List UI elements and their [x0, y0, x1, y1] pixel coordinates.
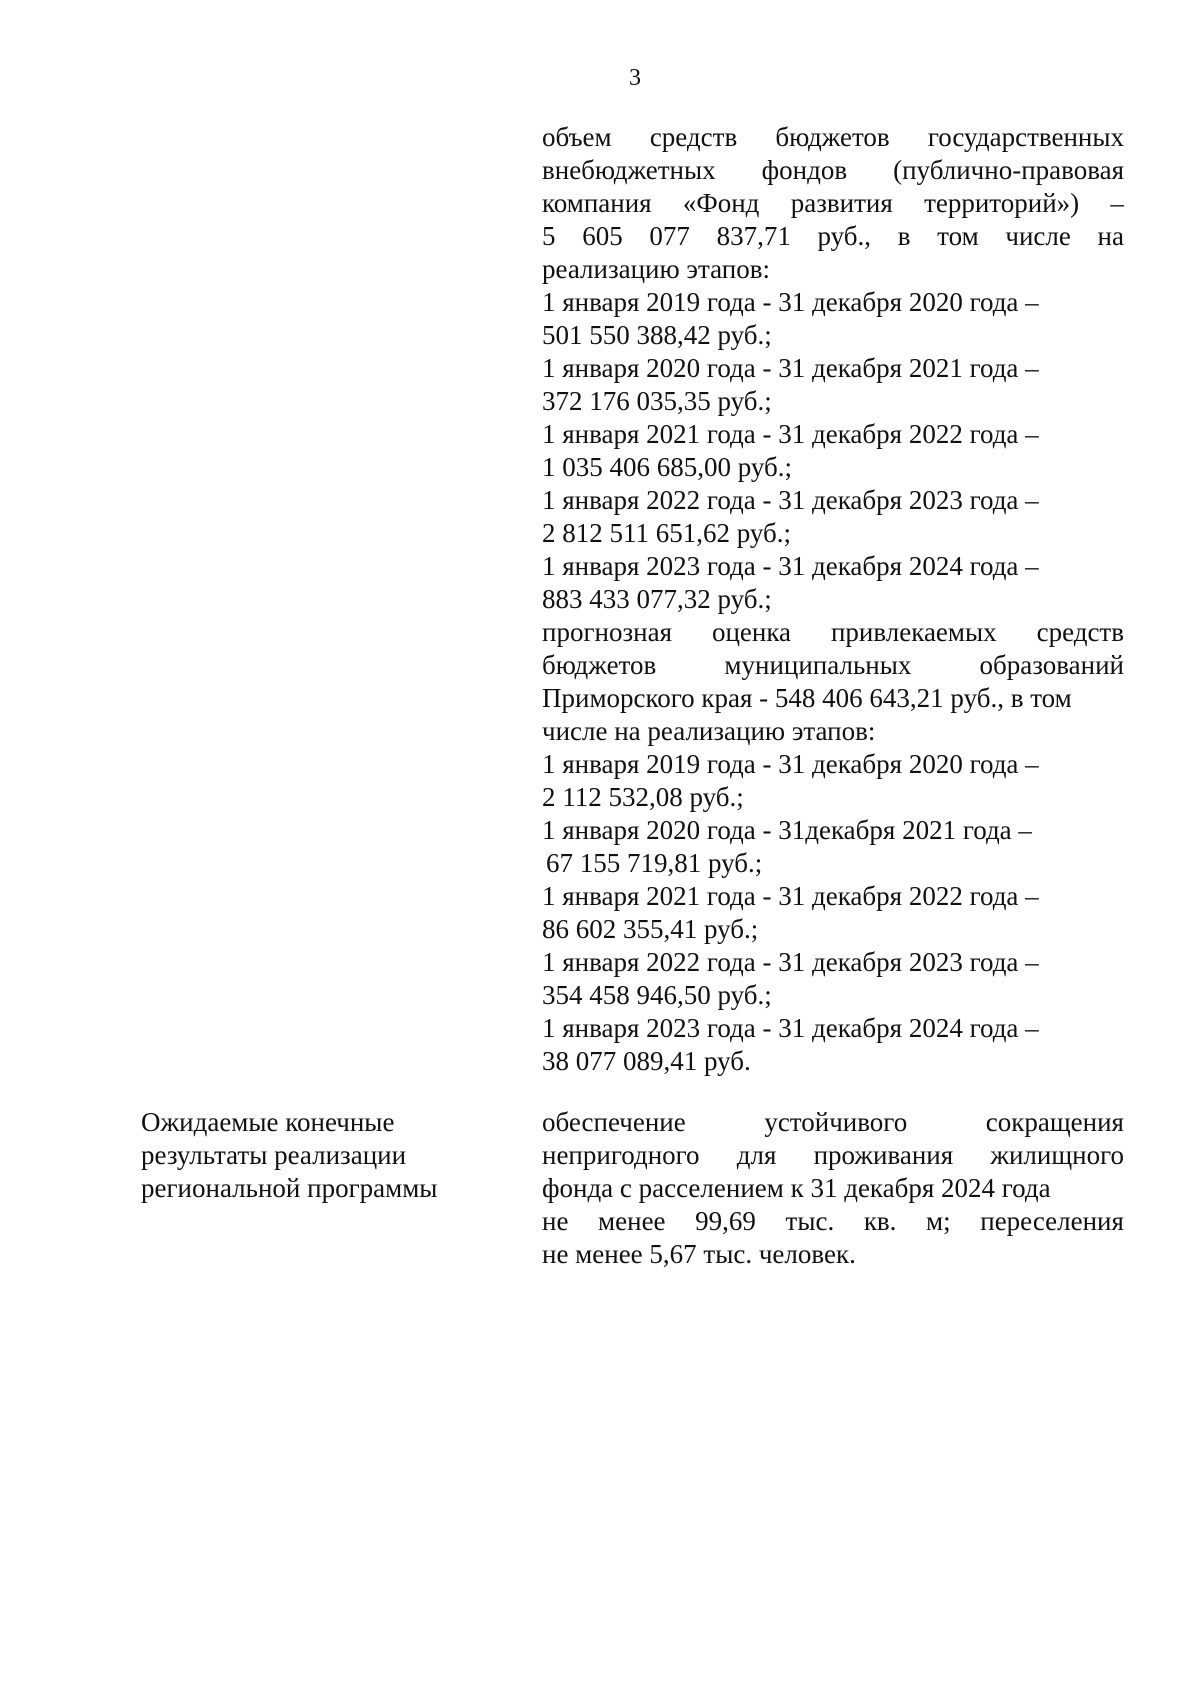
funding-line-22: 1 января 2020 года - 31декабря 2021 года –	[542, 815, 1032, 845]
funding-line-5: реализацию этапов:	[542, 254, 770, 284]
results-text-line-2: непригодного для проживания жилищного	[542, 1140, 1124, 1170]
results-label-line-3: региональной программы	[141, 1173, 438, 1203]
funding-line-15: 883 433 077,32 руб.;	[542, 584, 772, 614]
funding-line-26: 1 января 2022 года - 31 декабря 2023 года –	[542, 947, 1039, 977]
funding-line-19: числе на реализацию этапов:	[542, 716, 876, 746]
funding-line-6: 1 января 2019 года - 31 декабря 2020 года –	[542, 287, 1039, 317]
results-label-line-2: результаты реализации	[141, 1140, 407, 1170]
funding-line-18: Приморского края - 548 406 643,21 руб., в том	[542, 683, 1072, 713]
funding-line-8: 1 января 2020 года - 31 декабря 2021 года –	[542, 353, 1039, 383]
results-label	[141, 1106, 501, 1205]
funding-block	[542, 121, 1124, 1078]
funding-line-9: 372 176 035,35 руб.;	[542, 386, 772, 416]
results-text	[542, 1106, 1124, 1271]
funding-line-10: 1 января 2021 года - 31 декабря 2022 года –	[542, 419, 1039, 449]
funding-line-21: 2 112 532,08 руб.;	[542, 782, 744, 812]
funding-line-24: 1 января 2021 года - 31 декабря 2022 года –	[542, 881, 1039, 911]
funding-line-20: 1 января 2019 года - 31 декабря 2020 года –	[542, 749, 1039, 779]
funding-line-2: внебюджетных фондов (публично-правовая	[542, 155, 1124, 185]
funding-line-23: 67 155 719,81 руб.;	[546, 848, 763, 878]
funding-line-11: 1 035 406 685,00 руб.;	[542, 452, 793, 482]
results-label-line-1: Ожидаемые конечные	[141, 1107, 395, 1137]
funding-line-7: 501 550 388,42 руб.;	[542, 320, 772, 350]
funding-line-13: 2 812 511 651,62 руб.;	[542, 518, 792, 548]
results-text-line-5: не менее 5,67 тыс. человек.	[542, 1239, 856, 1269]
funding-line-4: 5 605 077 837,71 руб., в том числе на	[542, 221, 1124, 251]
funding-line-17: бюджетов муниципальных образований	[542, 650, 1124, 680]
results-text-line-1: обеспечение устойчивого сокращения	[542, 1107, 1124, 1137]
funding-line-3: компания «Фонд развития территорий») –	[542, 188, 1124, 218]
funding-line-1: объем средств бюджетов государственных	[542, 122, 1124, 152]
results-text-line-3: фонда с расселением к 31 декабря 2024 года	[542, 1173, 1051, 1203]
funding-line-25: 86 602 355,41 руб.;	[542, 914, 759, 944]
funding-line-28: 1 января 2023 года - 31 декабря 2024 года –	[542, 1013, 1039, 1043]
results-text-line-4: не менее 99,69 тыс. кв. м; переселения	[542, 1206, 1124, 1236]
funding-line-14: 1 января 2023 года - 31 декабря 2024 года –	[542, 551, 1039, 581]
funding-line-27: 354 458 946,50 руб.;	[542, 980, 772, 1010]
funding-line-12: 1 января 2022 года - 31 декабря 2023 года –	[542, 485, 1039, 515]
funding-line-16: прогнозная оценка привлекаемых средств	[542, 617, 1124, 647]
funding-line-29: 38 077 089,41 руб.	[542, 1046, 751, 1076]
page-number: 3	[629, 65, 641, 91]
